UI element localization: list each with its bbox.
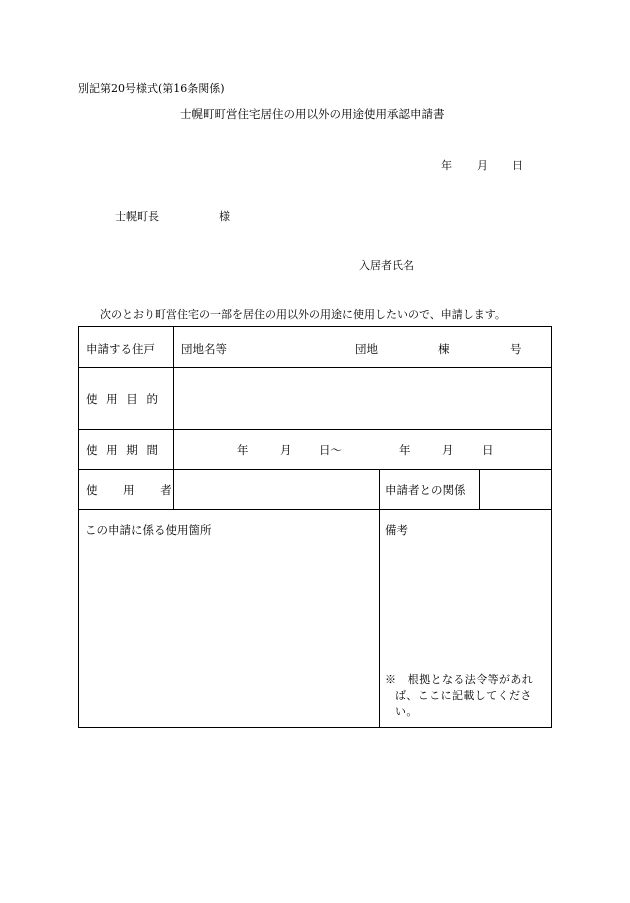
document-title: 士幌町町営住宅居住の用以外の用途使用承認申請書 <box>180 107 445 121</box>
row-divider <box>79 367 551 368</box>
usage-location-label: この申請に係る使用箇所 <box>85 523 212 537</box>
estate-name-label: 団地名等 <box>181 342 227 356</box>
period-end-month: 月 <box>442 443 454 457</box>
column-divider <box>479 469 480 509</box>
danchi-label: 団地 <box>355 342 378 356</box>
user-label: 使 用 者 <box>86 483 172 497</box>
row-divider <box>79 429 551 430</box>
dwelling-label: 申請する住戸 <box>86 342 155 356</box>
date-month: 月 <box>477 159 488 172</box>
intro-text: 次のとおり町営住宅の一部を居住の用以外の用途に使用したいので、申請します。 <box>100 308 506 321</box>
period-end-day: 日 <box>482 443 494 457</box>
remarks-label: 備考 <box>385 523 408 537</box>
relation-label: 申請者との関係 <box>385 483 466 497</box>
purpose-field[interactable] <box>175 369 549 427</box>
period-start-year: 年 <box>237 443 249 457</box>
row-divider <box>79 469 551 470</box>
period-start-day: 日～ <box>319 443 342 457</box>
remarks-note-line3: い。 <box>395 705 418 718</box>
remarks-note-line1: ※ 根拠となる法令等があれ <box>385 673 534 686</box>
unit-number-label: 号 <box>510 342 522 356</box>
period-start-month: 月 <box>280 443 292 457</box>
purpose-label: 使 用 目 的 <box>86 392 158 406</box>
period-label: 使 用 期 間 <box>86 443 158 457</box>
usage-location-field[interactable] <box>81 539 377 725</box>
column-divider <box>379 469 380 727</box>
relation-field[interactable] <box>481 471 549 507</box>
date-year: 年 <box>441 159 452 172</box>
application-table <box>78 326 552 728</box>
remarks-note-line2: ば、ここに記載してくださ <box>395 689 532 702</box>
addressee-honorific: 様 <box>219 210 230 223</box>
addressee-name: 士幌町長 <box>115 210 159 223</box>
form-number: 別記第20号様式(第16条関係) <box>78 82 225 95</box>
applicant-name-label: 入居者氏名 <box>359 259 414 272</box>
period-end-year: 年 <box>399 443 411 457</box>
building-label: 棟 <box>438 342 450 356</box>
date-day: 日 <box>512 159 523 172</box>
row-divider <box>79 509 551 510</box>
user-field[interactable] <box>175 471 377 507</box>
column-divider <box>173 327 174 510</box>
